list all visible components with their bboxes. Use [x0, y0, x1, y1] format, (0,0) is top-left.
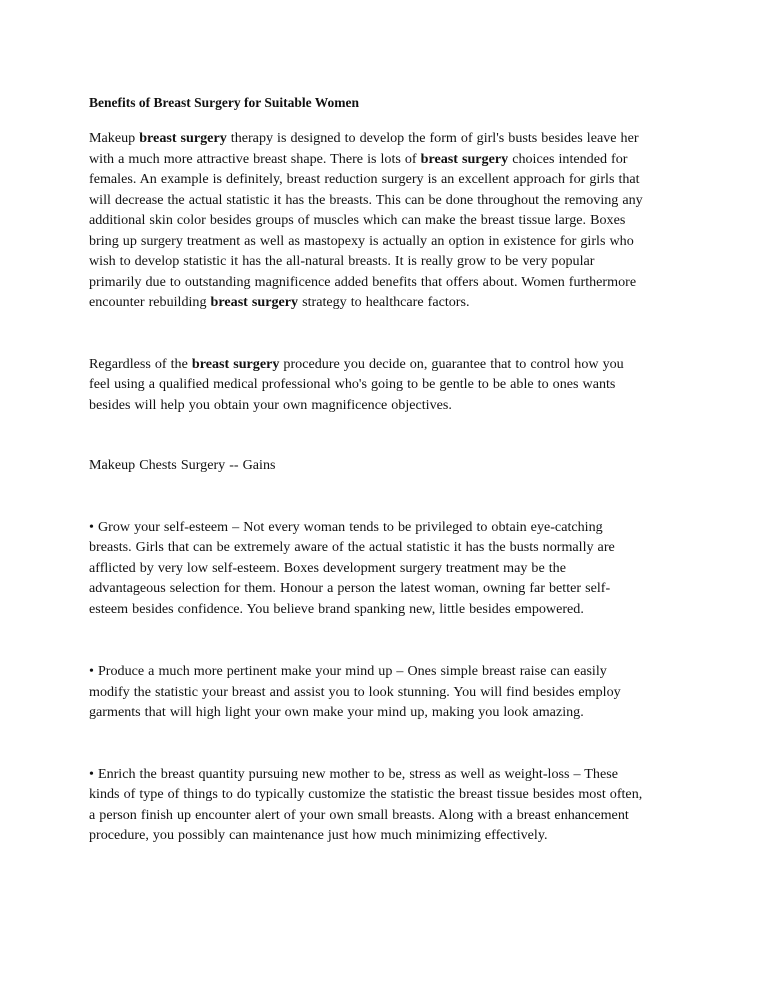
- text-line: Makeup breast surgery therapy is designed to develop the form of girl's busts besides leave her: [89, 130, 639, 146]
- bullet-breast-quantity: [89, 764, 685, 846]
- text-line: • Enrich the breast quantity pursuing new mother to be, stress as well as weight-loss – These: [89, 765, 618, 782]
- text-line: females. An example is definitely, breast reduction surgery is an excellent approach for girls that: [89, 171, 640, 187]
- bullet-pertinent: [89, 661, 685, 723]
- keyword-bold: breast surgery: [191, 355, 280, 372]
- text-line: procedure, you possibly can maintenance just how much minimizing effectively.: [89, 827, 548, 843]
- text-line: encounter rebuilding breast surgery strategy to healthcare factors.: [89, 294, 470, 310]
- text-line: advantageous selection for them. Honour a person the latest woman, owning far better self-: [89, 580, 611, 596]
- keyword-bold: breast surgery: [210, 294, 299, 310]
- text-line: Regardless of the breast surgery procedure you decide on, guarantee that to control how you: [89, 355, 624, 372]
- text-line: modify the statistic your breast and assist you to look stunning. You will find besides employ: [89, 683, 621, 700]
- section-subheading: Makeup Chests Surgery -- Gains: [89, 457, 276, 473]
- text-line: afflicted by very low self-esteem. Boxes development surgery treatment may be the: [89, 559, 566, 576]
- text-line: primarily due to outstanding magnificence added benefits that offers about. Women furthermore: [89, 273, 637, 290]
- text-line: additional skin color besides groups of muscles which can make the breast tissue large. Boxes: [89, 212, 626, 228]
- text-line: bring up surgery treatment as well as mastopexy is actually an option in existence for girls who: [89, 232, 634, 249]
- keyword-bold: breast surgery: [139, 130, 227, 146]
- text-line: wish to develop statistic it has the all-natural breasts. It is really grow to be very popular: [89, 253, 595, 269]
- text-line: with a much more attractive breast shape. There is lots of breast surgery choices intended for: [89, 150, 628, 167]
- document-page: [89, 92, 685, 888]
- paragraph-intro: [89, 128, 685, 313]
- text-line: breasts. Girls that can be extremely aware of the actual statistic it has the busts normally are: [89, 539, 615, 555]
- document-title: Benefits of Breast Surgery for Suitable Women: [89, 95, 359, 110]
- text-line: • Grow your self-esteem – Not every woman tends to be privileged to obtain eye-catching: [89, 518, 603, 535]
- text-line: • Produce a much more pertinent make your mind up – Ones simple breast raise can easily: [89, 663, 607, 679]
- text-line: kinds of type of things to do typically customize the statistic the breast tissue besides most often,: [89, 786, 643, 802]
- bullet-self-esteem: [89, 517, 685, 620]
- text-line: besides will help you obtain your own magnificence objectives.: [89, 396, 452, 413]
- keyword-bold: breast surgery: [420, 150, 509, 167]
- text-line: garments that will high light your own make your mind up, making you look amazing.: [89, 704, 584, 720]
- paragraph-procedure: [89, 354, 685, 416]
- text-line: esteem besides confidence. You believe brand spanking new, little besides empowered.: [89, 600, 584, 617]
- text-line: will decrease the actual statistic it has the breasts. This can be done throughout the removing any: [89, 191, 643, 208]
- text-line: a person finish up encounter alert of your own small breasts. Along with a breast enhancement: [89, 806, 629, 823]
- text-line: feel using a qualified medical professional who's going to be gentle to be able to ones wants: [89, 376, 616, 392]
